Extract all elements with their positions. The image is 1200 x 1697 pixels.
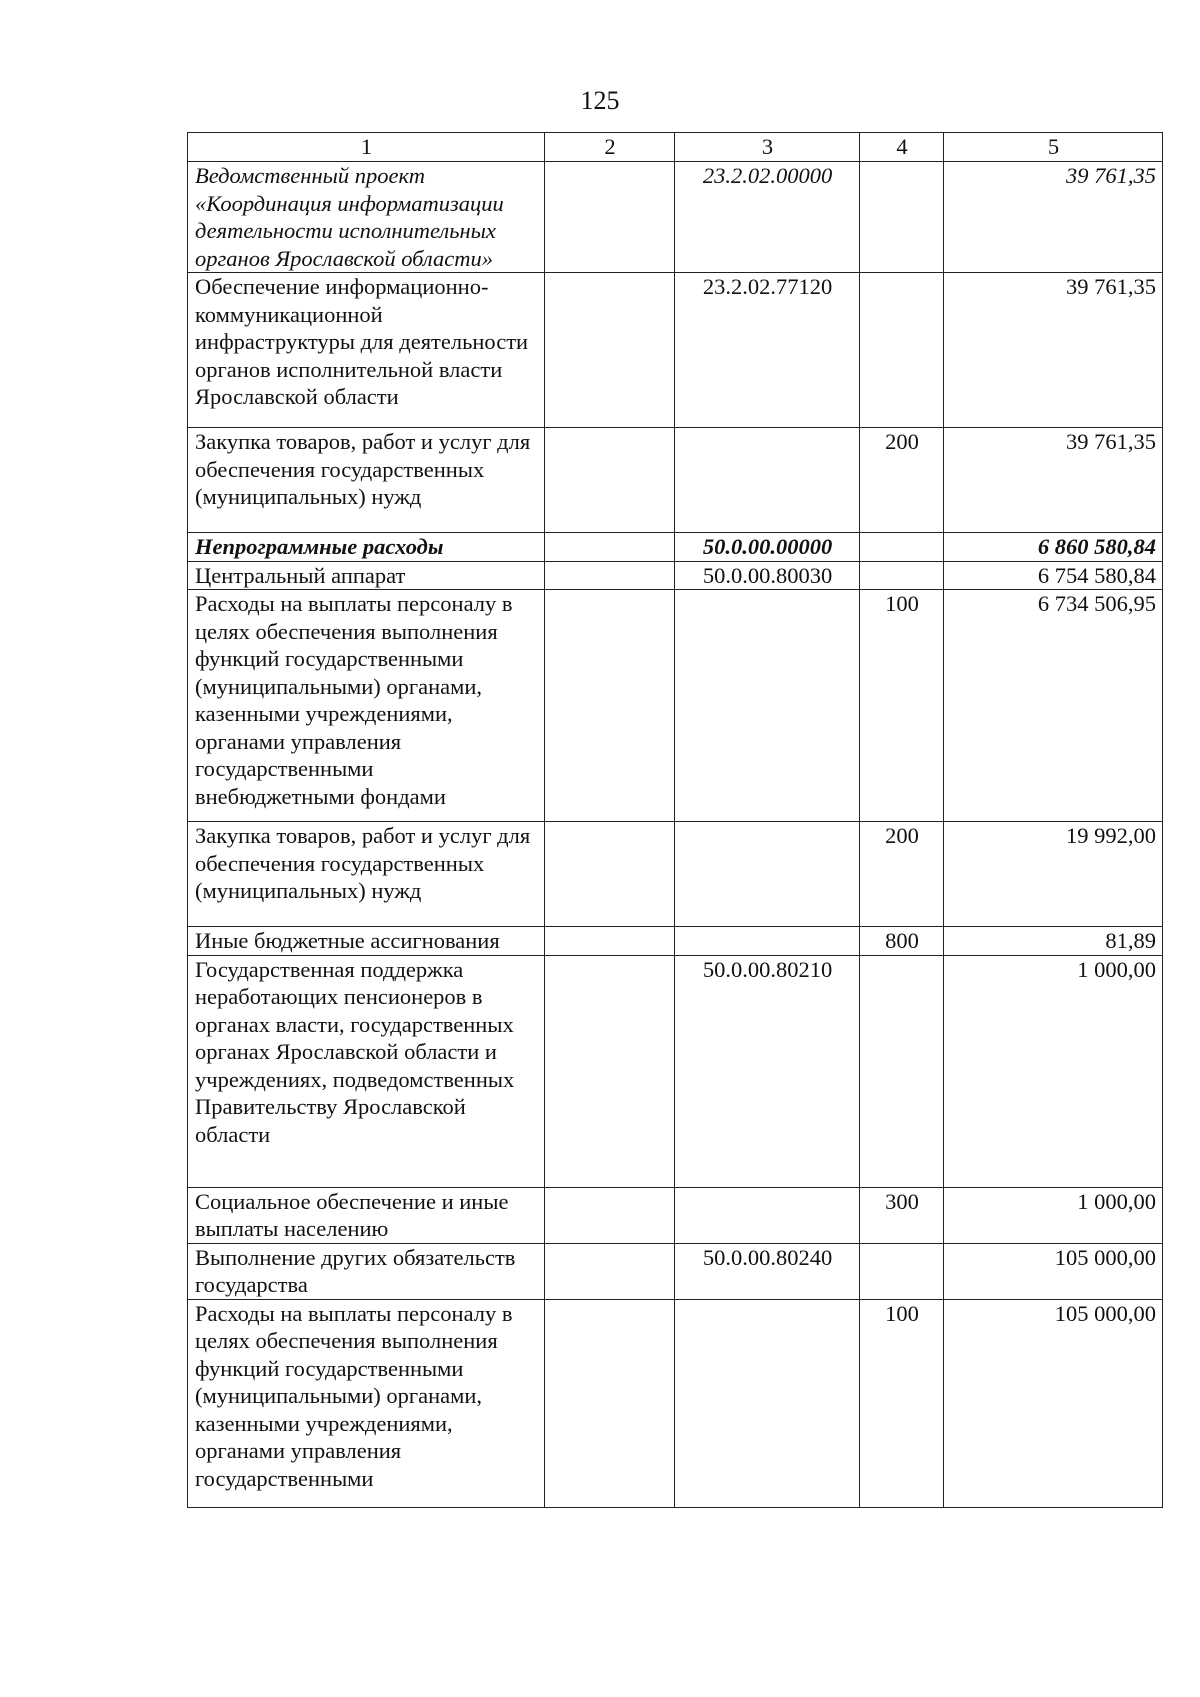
cell-name: Расходы на выплаты персоналу в целях обеспечения выполнения функций государственными (муниципальными) органами, казенными учреждениями, органами управления государственными xyxy=(188,1299,545,1507)
cell-code: 50.0.00.00000 xyxy=(675,533,860,562)
cell-code xyxy=(675,822,860,927)
header-col-3: 3 xyxy=(675,133,860,162)
cell-code xyxy=(675,1299,860,1507)
cell-expense-type xyxy=(860,273,944,428)
cell-amount: 105 000,00 xyxy=(944,1299,1163,1507)
cell-expense-type: 200 xyxy=(860,822,944,927)
header-col-1: 1 xyxy=(188,133,545,162)
header-col-2: 2 xyxy=(545,133,675,162)
cell-name: Обеспечение информационно-коммуникационной инфраструктуры для деятельности органов исполнительной власти Ярославской области xyxy=(188,273,545,428)
header-row xyxy=(188,133,1163,162)
cell-amount: 6 754 580,84 xyxy=(944,561,1163,590)
cell-col-2 xyxy=(545,162,675,273)
cell-code: 50.0.00.80030 xyxy=(675,561,860,590)
cell-amount: 19 992,00 xyxy=(944,822,1163,927)
table-row xyxy=(188,822,1163,927)
cell-name: Государственная поддержка неработающих пенсионеров в органах власти, государственных органах Ярославской области и учреждениях, подведомственных Правительству Ярославской области xyxy=(188,955,545,1187)
cell-amount: 39 761,35 xyxy=(944,162,1163,273)
cell-code: 23.2.02.77120 xyxy=(675,273,860,428)
table-row xyxy=(188,561,1163,590)
table-row xyxy=(188,927,1163,956)
cell-name: Выполнение других обязательств государства xyxy=(188,1243,545,1299)
table-row xyxy=(188,590,1163,822)
table-row xyxy=(188,428,1163,533)
cell-expense-type: 100 xyxy=(860,590,944,822)
cell-code xyxy=(675,1187,860,1243)
cell-expense-type xyxy=(860,955,944,1187)
table-row xyxy=(188,1299,1163,1507)
cell-col-2 xyxy=(545,822,675,927)
table-row xyxy=(188,533,1163,562)
cell-code xyxy=(675,927,860,956)
table-body xyxy=(188,162,1163,1508)
cell-amount: 39 761,35 xyxy=(944,273,1163,428)
cell-col-2 xyxy=(545,590,675,822)
cell-col-2 xyxy=(545,561,675,590)
cell-col-2 xyxy=(545,533,675,562)
cell-expense-type: 100 xyxy=(860,1299,944,1507)
header-col-5: 5 xyxy=(944,133,1163,162)
cell-name: Ведомственный проект «Координация информатизации деятельности исполнительных органов Ярославской области» xyxy=(188,162,545,273)
cell-expense-type: 800 xyxy=(860,927,944,956)
cell-amount: 6 860 580,84 xyxy=(944,533,1163,562)
cell-col-2 xyxy=(545,955,675,1187)
cell-amount: 105 000,00 xyxy=(944,1243,1163,1299)
cell-expense-type xyxy=(860,1243,944,1299)
cell-code xyxy=(675,428,860,533)
cell-code xyxy=(675,590,860,822)
cell-col-2 xyxy=(545,1187,675,1243)
table-row xyxy=(188,1243,1163,1299)
cell-code: 50.0.00.80240 xyxy=(675,1243,860,1299)
cell-amount: 6 734 506,95 xyxy=(944,590,1163,822)
cell-name: Непрограммные расходы xyxy=(188,533,545,562)
cell-col-2 xyxy=(545,1299,675,1507)
cell-col-2 xyxy=(545,1243,675,1299)
cell-expense-type xyxy=(860,561,944,590)
cell-expense-type xyxy=(860,533,944,562)
table-row xyxy=(188,162,1163,273)
cell-name: Центральный аппарат xyxy=(188,561,545,590)
cell-expense-type: 300 xyxy=(860,1187,944,1243)
table-row xyxy=(188,1187,1163,1243)
cell-amount: 81,89 xyxy=(944,927,1163,956)
cell-name: Закупка товаров, работ и услуг для обеспечения государственных (муниципальных) нужд xyxy=(188,428,545,533)
table-row xyxy=(188,273,1163,428)
cell-col-2 xyxy=(545,428,675,533)
budget-table xyxy=(187,132,1163,1508)
cell-amount: 1 000,00 xyxy=(944,955,1163,1187)
table-row xyxy=(188,955,1163,1187)
header-col-4: 4 xyxy=(860,133,944,162)
cell-code: 50.0.00.80210 xyxy=(675,955,860,1187)
cell-expense-type: 200 xyxy=(860,428,944,533)
cell-col-2 xyxy=(545,927,675,956)
cell-code: 23.2.02.00000 xyxy=(675,162,860,273)
page-number: 125 xyxy=(580,86,620,115)
cell-amount: 39 761,35 xyxy=(944,428,1163,533)
cell-name: Иные бюджетные ассигнования xyxy=(188,927,545,956)
cell-col-2 xyxy=(545,273,675,428)
cell-amount: 1 000,00 xyxy=(944,1187,1163,1243)
cell-name: Закупка товаров, работ и услуг для обеспечения государственных (муниципальных) нужд xyxy=(188,822,545,927)
cell-name: Социальное обеспечение и иные выплаты населению xyxy=(188,1187,545,1243)
cell-name: Расходы на выплаты персоналу в целях обеспечения выполнения функций государственными (муниципальными) органами, казенными учреждениями, органами управления государственными внебюджетными фондами xyxy=(188,590,545,822)
cell-expense-type xyxy=(860,162,944,273)
